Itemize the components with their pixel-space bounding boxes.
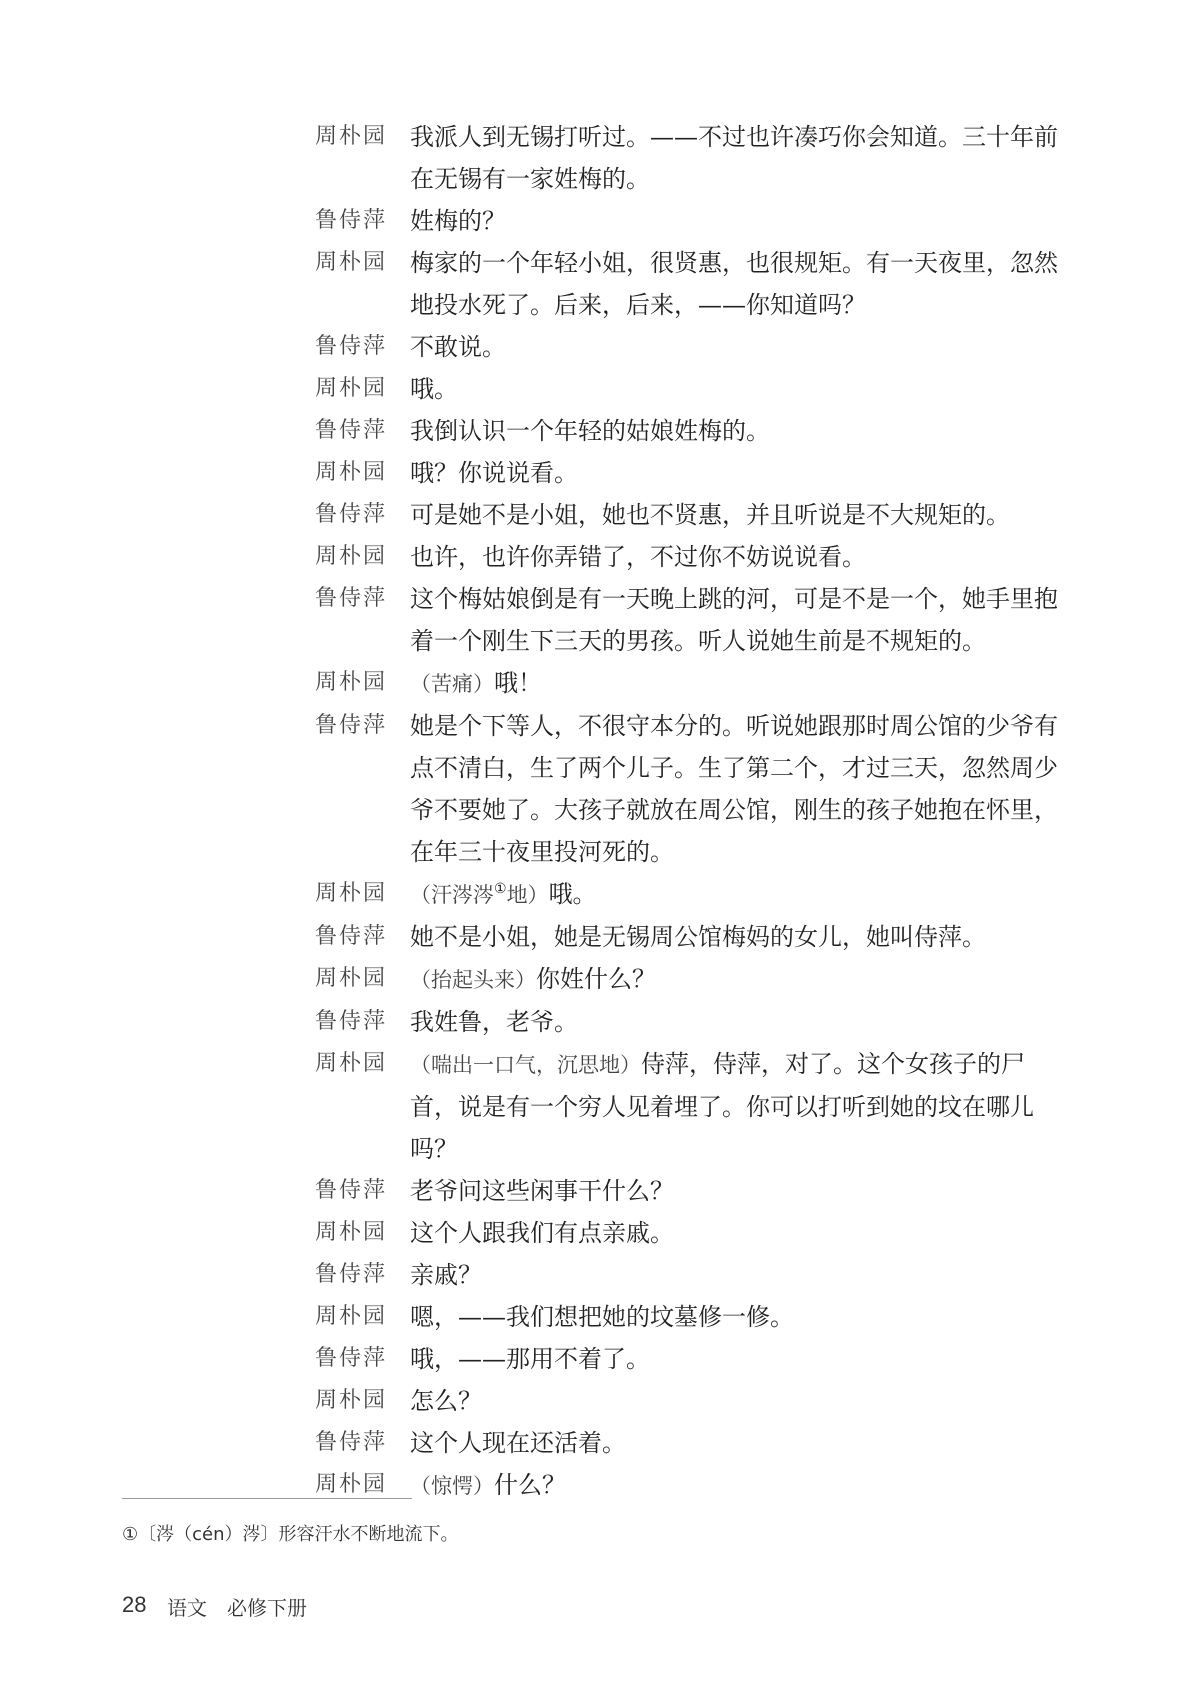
speech: 我派人到无锡打听过。——不过也许凑巧你会知道。三十年前在无锡有一家姓梅的。	[410, 123, 1058, 193]
dialogue-line	[315, 1422, 1060, 1464]
speaker-name: 周朴园	[315, 544, 388, 569]
page-number: 28	[122, 1592, 147, 1617]
dialogue-line	[315, 1001, 1060, 1043]
stage-direction: （惊愕）	[410, 1474, 494, 1498]
stage-direction: 地）	[506, 883, 549, 907]
speech: 哦。	[410, 375, 458, 403]
speech: 姓梅的？	[410, 207, 506, 235]
speech: 哦，——那用不着了。	[410, 1345, 650, 1373]
speech: 我姓鲁，老爷。	[410, 1008, 578, 1036]
speaker-name: 周朴园	[315, 1472, 388, 1497]
speaker-name: 鲁侍萍	[315, 586, 388, 611]
dialogue-line	[315, 873, 1060, 916]
speech: 不敢说。	[410, 333, 506, 361]
spoken-text	[410, 958, 1060, 1001]
stage-direction: （喘出一口气，沉思地）	[410, 1053, 641, 1077]
speech: 这个人现在还活着。	[410, 1429, 626, 1457]
speaker-name: 鲁侍萍	[315, 924, 388, 949]
speaker-name: 鲁侍萍	[315, 1178, 388, 1203]
speaker-name: 周朴园	[315, 1220, 388, 1245]
speaker-name: 周朴园	[315, 460, 388, 485]
spoken-text	[410, 1170, 1060, 1212]
spoken-text	[410, 1043, 1060, 1170]
dialogue-line	[315, 1254, 1060, 1296]
speech: 侍萍，侍萍，对了。这个女孩子的尸首，说是有一个穷人见着埋了。你可以打听到她的坟在哪儿吗？	[410, 1050, 1034, 1163]
spoken-text	[410, 116, 1060, 200]
speaker-name: 鲁侍萍	[315, 1346, 388, 1371]
spoken-text	[410, 536, 1060, 578]
speaker-name: 鲁侍萍	[315, 334, 388, 359]
dialogue-line	[315, 116, 1060, 200]
dialogue-line	[315, 1296, 1060, 1338]
speaker-name: 鲁侍萍	[315, 502, 388, 527]
dialogue-line	[315, 536, 1060, 578]
dialogue-line	[315, 1212, 1060, 1254]
speaker-name: 鲁侍萍	[315, 713, 388, 738]
speaker-name: 周朴园	[315, 1304, 388, 1329]
speaker-name: 周朴园	[315, 1388, 388, 1413]
dialogue-line	[315, 1338, 1060, 1380]
spoken-text	[410, 578, 1060, 662]
dialogue-line	[315, 1464, 1060, 1507]
stage-direction: （苦痛）	[410, 672, 494, 696]
speaker-name: 周朴园	[315, 124, 388, 149]
footnote-divider	[122, 1498, 412, 1499]
speaker-name: 周朴园	[315, 250, 388, 275]
speech: 这个梅姑娘倒是有一天晚上跳的河，可是不是一个，她手里抱着一个刚生下三天的男孩。听人说她生前是不规矩的。	[410, 585, 1058, 655]
speaker-name: 鲁侍萍	[315, 1430, 388, 1455]
spoken-text	[410, 873, 1060, 916]
speech: 我倒认识一个年轻的姑娘姓梅的。	[410, 417, 770, 445]
speech: 哦。	[548, 880, 597, 908]
spoken-text	[410, 242, 1060, 326]
dialogue-line	[315, 200, 1060, 242]
dialogue-line	[315, 916, 1060, 958]
spoken-text	[410, 705, 1060, 873]
speech: 什么？	[494, 1471, 566, 1499]
speech: 怎么？	[410, 1387, 482, 1415]
spoken-text	[410, 662, 1060, 705]
dialogue-line	[315, 662, 1060, 705]
speech: 嗯，——我们想把她的坟墓修一修。	[410, 1303, 794, 1331]
speech: 也许，也许你弄错了，不过你不妨说说看。	[410, 543, 866, 571]
speaker-name: 鲁侍萍	[315, 418, 388, 443]
spoken-text	[410, 410, 1060, 452]
speech: 可是她不是小姐，她也不贤惠，并且听说是不大规矩的。	[410, 501, 1010, 529]
speech: 哦！	[494, 669, 542, 697]
stage-direction: （抬起头来）	[410, 968, 536, 992]
spoken-text	[410, 452, 1060, 494]
speaker-name: 周朴园	[315, 376, 388, 401]
speech: 哦？你说说看。	[410, 459, 578, 487]
speech: 梅家的一个年轻小姐，很贤惠，也很规矩。有一天夜里，忽然地投水死了。后来，后来，——你知道吗？	[410, 249, 1058, 319]
spoken-text	[410, 1338, 1060, 1380]
speaker-name: 周朴园	[315, 966, 388, 991]
book-title: 语文 必修下册	[167, 1596, 307, 1620]
speaker-name: 周朴园	[315, 1051, 388, 1076]
speaker-name: 周朴园	[315, 670, 388, 695]
spoken-text	[410, 1296, 1060, 1338]
spoken-text	[410, 1254, 1060, 1296]
speech: 你姓什么？	[536, 965, 656, 993]
spoken-text	[410, 368, 1060, 410]
speech: 她不是小姐，她是无锡周公馆梅妈的女儿，她叫侍萍。	[410, 923, 986, 951]
speaker-name: 鲁侍萍	[315, 1262, 388, 1287]
spoken-text	[410, 326, 1060, 368]
dialogue-line	[315, 452, 1060, 494]
dialogue-line	[315, 1043, 1060, 1170]
speech: 老爷问这些闲事干什么？	[410, 1177, 674, 1205]
speech: 亲戚？	[410, 1261, 482, 1289]
spoken-text	[410, 1464, 1060, 1507]
footnote: ①〔涔（cén）涔〕形容汗水不断地流下。	[122, 1524, 459, 1545]
spoken-text	[410, 1380, 1060, 1422]
speaker-name: 周朴园	[315, 881, 388, 906]
dialogue-line	[315, 242, 1060, 326]
dialogue-line	[315, 958, 1060, 1001]
dialogue-line	[315, 326, 1060, 368]
footnote-reference: ①	[494, 881, 507, 897]
stage-direction: （汗涔涔	[410, 883, 494, 907]
dialogue-line	[315, 705, 1060, 873]
speech: 这个人跟我们有点亲戚。	[410, 1219, 674, 1247]
dialogue-line	[315, 494, 1060, 536]
spoken-text	[410, 200, 1060, 242]
speech: 她是个下等人，不很守本分的。听说她跟那时周公馆的少爷有点不清白，生了两个儿子。生了第二个，才过三天，忽然周少爷不要她了。大孩子就放在周公馆，刚生的孩子她抱在怀里，在年三十夜里投河死的。	[410, 712, 1058, 866]
dialogue-line	[315, 578, 1060, 662]
spoken-text	[410, 1001, 1060, 1043]
spoken-text	[410, 1422, 1060, 1464]
speaker-name: 鲁侍萍	[315, 208, 388, 233]
speaker-name: 鲁侍萍	[315, 1009, 388, 1034]
spoken-text	[410, 916, 1060, 958]
dialogue-line	[315, 410, 1060, 452]
dialogue-line	[315, 1380, 1060, 1422]
spoken-text	[410, 1212, 1060, 1254]
spoken-text	[410, 494, 1060, 536]
dialogue-body	[315, 116, 1060, 1507]
dialogue-line	[315, 368, 1060, 410]
dialogue-line	[315, 1170, 1060, 1212]
